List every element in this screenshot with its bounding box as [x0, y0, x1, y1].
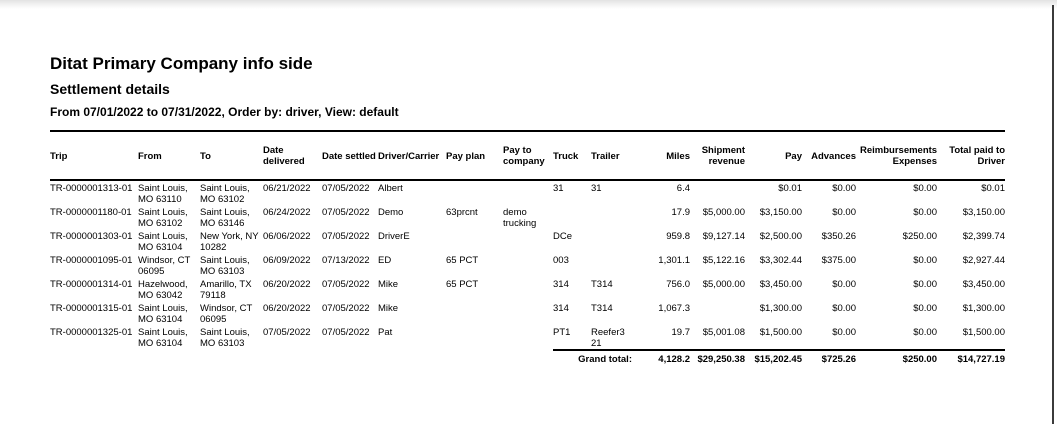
table-row — [50, 229, 1005, 253]
cell-driver-carrier: Mike — [378, 303, 399, 314]
cell-total-paid-to-driver: $2,927.44 — [962, 255, 1005, 266]
cell-pay-plan — [446, 180, 503, 205]
col-header-from: From — [138, 132, 200, 180]
col-header-pay: Pay — [745, 132, 802, 180]
cell-reimbursements-expenses: $0.00 — [913, 207, 937, 218]
cell-trailer — [591, 229, 636, 253]
cell-driver-carrier: DriverE — [378, 231, 410, 242]
cell-advances: $375.00 — [821, 255, 856, 266]
report-title: Ditat Primary Company info side — [50, 54, 313, 73]
settlement-table-body — [50, 180, 1005, 350]
cell-trip: TR-0000001095-01 — [50, 255, 133, 266]
cell-pay-to-company — [503, 277, 553, 301]
cell-shipment-revenue: $9,127.14 — [702, 231, 745, 242]
cell-trailer: Reefer3 21 — [591, 327, 625, 349]
grand-total-label: Grand total: — [553, 350, 636, 368]
cell-date-settled: 07/05/2022 — [322, 327, 370, 338]
grand-total-advances: $725.26 — [802, 350, 856, 368]
cell-date-delivered: 06/20/2022 — [263, 279, 311, 290]
cell-reimbursements-expenses: $0.00 — [913, 327, 937, 338]
table-row — [50, 205, 1005, 229]
cell-reimbursements-expenses: $0.00 — [913, 183, 937, 194]
cell-truck: 314 — [553, 279, 569, 290]
cell-date-delivered: 06/21/2022 — [263, 183, 311, 194]
cell-miles: 17.9 — [671, 207, 690, 218]
cell-to: Saint Louis, MO 63146 — [200, 207, 250, 229]
cell-advances: $0.00 — [832, 279, 856, 290]
col-header-reimbursements-expenses: Reimbursements Expenses — [856, 132, 937, 180]
cell-driver-carrier: Mike — [378, 279, 399, 290]
cell-date-settled: 07/05/2022 — [322, 303, 370, 314]
cell-trip: TR-0000001180-01 — [50, 207, 132, 218]
cell-miles: 19.7 — [671, 327, 690, 338]
cell-pay: $1,300.00 — [759, 303, 802, 314]
cell-advances: $0.00 — [832, 327, 856, 338]
cell-to: Saint Louis, MO 63102 — [200, 183, 250, 205]
col-header-to: To — [200, 132, 263, 180]
cell-shipment-revenue — [690, 301, 745, 325]
cell-date-delivered: 06/20/2022 — [263, 303, 311, 314]
cell-to: Saint Louis, MO 63103 — [200, 327, 250, 349]
cell-pay: $3,302.44 — [759, 255, 802, 266]
cell-pay-plan — [446, 301, 503, 325]
col-header-date-settled: Date settled — [322, 132, 378, 180]
report-params-line: From 07/01/2022 to 07/31/2022, Order by: driver, View: default — [50, 105, 1005, 132]
cell-pay-plan — [446, 325, 503, 350]
col-header-pay-plan: Pay plan — [446, 132, 503, 180]
cell-truck: 003 — [553, 255, 569, 266]
cell-truck: 314 — [553, 303, 569, 314]
cell-shipment-revenue: $5,001.08 — [702, 327, 745, 338]
col-header-driver-carrier: Driver/Carrier — [378, 132, 446, 180]
cell-pay: $3,150.00 — [759, 207, 802, 218]
table-row — [50, 253, 1005, 277]
grand-total-shipment-revenue: $29,250.38 — [690, 350, 745, 368]
table-header-row — [50, 132, 1005, 180]
report-page — [50, 54, 1005, 368]
cell-pay-to-company — [503, 180, 553, 205]
settlement-table — [50, 132, 1005, 368]
cell-date-settled: 07/13/2022 — [322, 255, 370, 266]
cell-pay-to-company — [503, 301, 553, 325]
col-header-trip: Trip — [50, 132, 138, 180]
cell-pay-to-company: demo trucking — [503, 207, 537, 229]
cell-pay: $3,450.00 — [759, 279, 802, 290]
cell-date-delivered: 06/24/2022 — [263, 207, 311, 218]
cell-driver-carrier: Pat — [378, 327, 393, 338]
cell-shipment-revenue: $5,000.00 — [702, 207, 745, 218]
cell-total-paid-to-driver: $3,150.00 — [962, 207, 1005, 218]
cell-driver-carrier: Demo — [378, 207, 404, 218]
cell-trip: TR-0000001313-01 — [50, 183, 133, 194]
grand-total-total-paid-to-driver: $14,727.19 — [937, 350, 1005, 368]
grand-total-pay: $15,202.45 — [745, 350, 802, 368]
cell-total-paid-to-driver: $3,450.00 — [962, 279, 1005, 290]
col-header-truck: Truck — [553, 132, 591, 180]
cell-truck: 31 — [553, 183, 564, 194]
table-row — [50, 301, 1005, 325]
cell-trailer: T314 — [591, 279, 613, 290]
cell-from: Saint Louis, MO 63104 — [138, 303, 188, 325]
cell-advances: $0.00 — [832, 207, 856, 218]
table-row — [50, 277, 1005, 301]
cell-miles: 959.8 — [666, 231, 690, 242]
cell-reimbursements-expenses: $0.00 — [913, 255, 937, 266]
cell-to: Windsor, CT 06095 — [200, 303, 253, 325]
cell-from: Saint Louis, MO 63104 — [138, 327, 188, 349]
col-header-date-delivered: Date delivered — [263, 132, 322, 180]
cell-pay-plan: 65 PCT — [446, 255, 479, 266]
cell-shipment-revenue: $5,000.00 — [702, 279, 745, 290]
cell-trailer: 31 — [591, 183, 602, 194]
cell-date-settled: 07/05/2022 — [322, 279, 370, 290]
cell-to: Amarillo, TX 79118 — [200, 279, 252, 301]
cell-reimbursements-expenses: $250.00 — [902, 231, 937, 242]
col-header-shipment-revenue: Shipment revenue — [690, 132, 745, 180]
grand-total-spacer — [50, 350, 553, 368]
cell-trailer — [591, 253, 636, 277]
col-header-pay-to-company: Pay to company — [503, 132, 553, 180]
grand-total-reimbursements-expenses: $250.00 — [856, 350, 937, 368]
cell-total-paid-to-driver: $1,300.00 — [962, 303, 1005, 314]
cell-from: Saint Louis, MO 63110 — [138, 183, 188, 205]
cell-total-paid-to-driver: $0.01 — [981, 183, 1005, 194]
cell-trip: TR-0000001314-01 — [50, 279, 133, 290]
grand-total-miles: 4,128.2 — [636, 350, 690, 368]
cell-pay-plan: 63prcnt — [446, 207, 478, 218]
cell-reimbursements-expenses: $0.00 — [913, 303, 937, 314]
cell-from: Saint Louis, MO 63102 — [138, 207, 188, 229]
cell-driver-carrier: ED — [378, 255, 392, 266]
cell-advances: $350.26 — [821, 231, 856, 242]
cell-pay-to-company — [503, 229, 553, 253]
cell-pay-to-company — [503, 253, 553, 277]
cell-date-settled: 07/05/2022 — [322, 207, 370, 218]
cell-trailer: T314 — [591, 303, 613, 314]
col-header-advances: Advances — [802, 132, 856, 180]
cell-pay-plan: 65 PCT — [446, 279, 479, 290]
cell-from: Hazelwood, MO 63042 — [138, 279, 188, 301]
cell-truck: DCe — [553, 231, 573, 242]
cell-shipment-revenue — [690, 180, 745, 205]
cell-pay: $1,500.00 — [759, 327, 802, 338]
cell-driver-carrier: Albert — [378, 183, 403, 194]
cell-trip: TR-0000001325-01 — [50, 327, 133, 338]
col-header-miles: Miles — [636, 132, 690, 180]
cell-total-paid-to-driver: $2,399.74 — [962, 231, 1005, 242]
cell-trailer — [591, 205, 636, 229]
cell-truck — [553, 205, 591, 229]
cell-total-paid-to-driver: $1,500.00 — [962, 327, 1005, 338]
cell-date-delivered: 06/06/2022 — [263, 231, 311, 242]
cell-date-settled: 07/05/2022 — [322, 183, 370, 194]
top-shadow — [0, 0, 1057, 9]
cell-reimbursements-expenses: $0.00 — [913, 279, 937, 290]
cell-miles: 756.0 — [666, 279, 690, 290]
cell-date-delivered: 06/09/2022 — [263, 255, 311, 266]
cell-pay-to-company — [503, 325, 553, 350]
col-header-total-paid-to-driver: Total paid to Driver — [937, 132, 1005, 180]
cell-trip: TR-0000001315-01 — [50, 303, 133, 314]
cell-pay-plan — [446, 229, 503, 253]
window-edge-border — [1052, 5, 1054, 424]
cell-date-settled: 07/05/2022 — [322, 231, 370, 242]
table-row — [50, 180, 1005, 205]
grand-total-row — [50, 350, 1005, 368]
table-row — [50, 325, 1005, 350]
cell-pay: $0.01 — [778, 183, 802, 194]
col-header-trailer: Trailer — [591, 132, 636, 180]
cell-miles: 6.4 — [676, 183, 690, 194]
report-subtitle: Settlement details — [50, 81, 170, 97]
cell-from: Windsor, CT 06095 — [138, 255, 191, 277]
cell-truck: PT1 — [553, 327, 571, 338]
cell-pay: $2,500.00 — [759, 231, 802, 242]
cell-from: Saint Louis, MO 63104 — [138, 231, 188, 253]
cell-date-delivered: 07/05/2022 — [263, 327, 311, 338]
cell-to: New York, NY 10282 — [200, 231, 259, 253]
cell-to: Saint Louis, MO 63103 — [200, 255, 250, 277]
cell-miles: 1,067.3 — [658, 303, 690, 314]
cell-advances: $0.00 — [832, 303, 856, 314]
cell-trip: TR-0000001303-01 — [50, 231, 133, 242]
cell-advances: $0.00 — [832, 183, 856, 194]
cell-shipment-revenue: $5,122.16 — [702, 255, 745, 266]
cell-miles: 1,301.1 — [658, 255, 690, 266]
